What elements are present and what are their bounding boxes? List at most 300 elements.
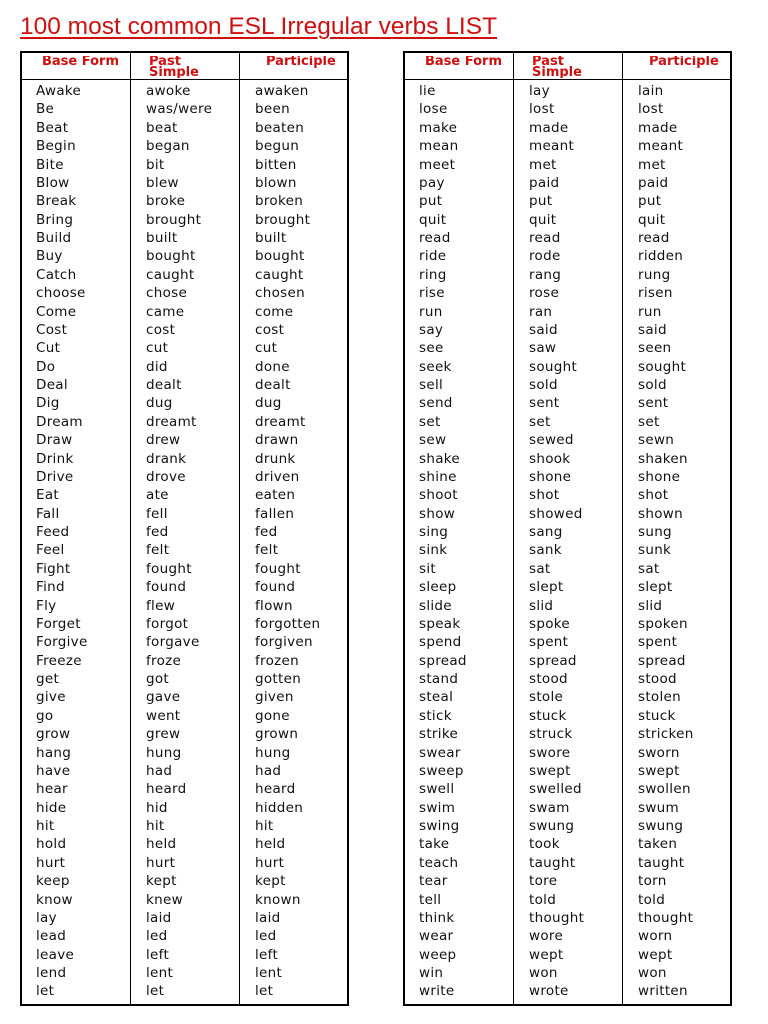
- base-form-cell: Fight: [36, 560, 71, 577]
- participle-cell: given: [255, 689, 294, 706]
- past-simple-cell: sat: [529, 560, 551, 577]
- past-simple-cell: sold: [529, 377, 558, 393]
- participle-cell: fallen: [255, 505, 295, 522]
- base-form-cell: lend: [36, 965, 67, 981]
- base-form-cell: mean: [419, 138, 459, 155]
- table-row: [405, 964, 730, 982]
- past-simple-cell: shook: [529, 450, 571, 467]
- participle-cell: swung: [638, 818, 684, 834]
- table-row: [405, 835, 730, 853]
- past-simple-cell: began: [146, 138, 190, 155]
- past-simple-cell: came: [146, 303, 185, 320]
- past-simple-cell: bought: [146, 248, 196, 265]
- past-simple-cell: told: [529, 891, 557, 908]
- past-simple-cell: taught: [529, 854, 576, 871]
- participle-cell: seen: [638, 340, 672, 357]
- base-form-cell: lie: [419, 83, 436, 99]
- table-row: [405, 211, 730, 229]
- past-simple-cell: fed: [146, 524, 169, 540]
- table-row: [22, 413, 347, 431]
- past-simple-cell: built: [146, 230, 178, 246]
- past-simple-cell: stole: [529, 689, 564, 706]
- participle-cell: brought: [255, 211, 311, 228]
- table-row: [22, 964, 347, 982]
- past-simple-cell: rode: [529, 248, 561, 265]
- base-form-cell: hide: [36, 799, 67, 816]
- participle-cell: torn: [638, 873, 667, 890]
- participle-cell: thought: [638, 909, 694, 926]
- past-simple-cell: went: [146, 707, 181, 724]
- base-form-cell: write: [419, 983, 455, 1000]
- table-row: [405, 174, 730, 192]
- base-form-cell: ring: [419, 266, 447, 283]
- past-simple-cell: won: [529, 965, 558, 981]
- participle-cell: shot: [638, 487, 669, 504]
- table-row: [22, 358, 347, 376]
- past-simple-cell: stood: [529, 671, 568, 687]
- past-simple-cell: felt: [146, 542, 170, 559]
- participle-cell: begun: [255, 138, 300, 155]
- table-row: [22, 817, 347, 835]
- table-row: [405, 652, 730, 670]
- participle-cell: quit: [638, 211, 666, 228]
- base-form-cell: sew: [419, 432, 447, 449]
- base-form-cell: wear: [419, 928, 454, 945]
- participle-cell: shaken: [638, 450, 688, 467]
- table-row: [22, 468, 347, 486]
- participle-cell: ridden: [638, 248, 684, 265]
- participle-cell: sent: [638, 395, 669, 412]
- base-form-cell: sell: [419, 377, 444, 393]
- participle-cell: made: [638, 119, 678, 136]
- participle-cell: awaken: [255, 83, 309, 99]
- past-simple-cell: sang: [529, 524, 563, 540]
- base-form-cell: Fly: [36, 597, 57, 614]
- participle-cell: met: [638, 156, 666, 173]
- participle-cell: written: [638, 983, 688, 1000]
- participle-cell: taught: [638, 854, 685, 871]
- participle-cell: paid: [638, 174, 669, 191]
- base-form-cell: sweep: [419, 762, 464, 779]
- base-form-cell: Freeze: [36, 652, 82, 669]
- participle-cell: swept: [638, 762, 680, 779]
- table-row: [405, 578, 730, 596]
- past-simple-cell: ran: [529, 303, 553, 320]
- table-row: [22, 670, 347, 688]
- participle-cell: bought: [255, 248, 305, 265]
- table-row: [405, 505, 730, 523]
- page-title: 100 most common ESL Irregular verbs LIST: [20, 13, 498, 40]
- participle-cell: done: [255, 358, 290, 375]
- participle-cell: set: [638, 413, 660, 430]
- table-row: [405, 707, 730, 725]
- table-row: [22, 339, 347, 357]
- participle-cell: frozen: [255, 652, 300, 669]
- base-form-cell: send: [419, 395, 453, 412]
- base-form-cell: pay: [419, 174, 445, 191]
- participle-cell: stolen: [638, 689, 681, 706]
- base-form-cell: Blow: [36, 174, 70, 191]
- past-simple-cell: got: [146, 671, 170, 687]
- participle-cell: found: [255, 579, 296, 596]
- participle-cell: put: [638, 193, 662, 210]
- participle-cell: forgotten: [255, 615, 321, 632]
- participle-cell: chosen: [255, 285, 305, 302]
- verb-table-right: [403, 51, 732, 1006]
- past-simple-cell: held: [146, 836, 177, 853]
- base-form-cell: Deal: [36, 377, 68, 393]
- past-simple-cell: paid: [529, 174, 560, 191]
- participle-cell: lent: [255, 965, 283, 981]
- table-row: [22, 174, 347, 192]
- table-row: [405, 413, 730, 431]
- header-participle: Participle: [649, 56, 719, 69]
- base-form-cell: Dream: [36, 413, 83, 430]
- table-row: [405, 725, 730, 743]
- past-simple-cell: slept: [529, 579, 564, 596]
- base-form-cell: Drink: [36, 450, 74, 467]
- past-simple-cell: swore: [529, 744, 571, 761]
- base-form-cell: rise: [419, 285, 445, 302]
- table-row: [405, 394, 730, 412]
- past-simple-cell: drew: [146, 432, 181, 449]
- past-simple-cell: swam: [529, 799, 570, 816]
- table-row: [22, 505, 347, 523]
- participle-cell: sunk: [638, 542, 672, 559]
- table-row: [22, 780, 347, 798]
- base-form-cell: quit: [419, 211, 447, 228]
- past-simple-cell: read: [529, 230, 561, 246]
- table-row: [22, 156, 347, 174]
- base-form-cell: Build: [36, 230, 72, 246]
- table-row: [405, 670, 730, 688]
- table-row: [405, 909, 730, 927]
- participle-cell: cost: [255, 321, 285, 338]
- base-form-cell: Cost: [36, 321, 68, 338]
- past-simple-cell: rose: [529, 285, 560, 302]
- table-row: [405, 762, 730, 780]
- past-simple-cell: hung: [146, 744, 182, 761]
- table-row: [22, 321, 347, 339]
- base-form-cell: spread: [419, 652, 467, 669]
- past-simple-cell: sewed: [529, 432, 574, 449]
- past-simple-cell: meant: [529, 138, 575, 155]
- base-form-cell: run: [419, 303, 443, 320]
- base-form-cell: put: [419, 193, 443, 210]
- participle-cell: let: [255, 983, 274, 1000]
- header-past-simple: Past Simple: [532, 56, 582, 78]
- past-simple-cell: flew: [146, 597, 176, 614]
- participle-cell: swum: [638, 799, 679, 816]
- table-row: [405, 303, 730, 321]
- base-form-cell: seek: [419, 358, 452, 375]
- participle-cell: driven: [255, 468, 300, 485]
- participle-cell: had: [255, 762, 282, 779]
- past-simple-cell: forgave: [146, 634, 200, 651]
- participle-cell: hit: [255, 818, 274, 834]
- base-form-cell: hang: [36, 744, 72, 761]
- table-body: [22, 82, 347, 1001]
- past-simple-cell: led: [146, 928, 168, 945]
- base-form-cell: choose: [36, 285, 86, 302]
- participle-cell: gotten: [255, 671, 302, 687]
- base-form-cell: sit: [419, 560, 436, 577]
- table-row: [22, 744, 347, 762]
- table-row: [405, 358, 730, 376]
- table-row: [405, 156, 730, 174]
- base-form-cell: Draw: [36, 432, 73, 449]
- base-form-cell: know: [36, 891, 73, 908]
- table-row: [22, 799, 347, 817]
- base-form-cell: Bite: [36, 156, 64, 173]
- past-simple-cell: wrote: [529, 983, 569, 1000]
- base-form-cell: Catch: [36, 266, 77, 283]
- table-row: [405, 780, 730, 798]
- base-form-cell: shake: [419, 450, 461, 467]
- table-row: [22, 597, 347, 615]
- table-row: [405, 597, 730, 615]
- participle-cell: left: [255, 946, 279, 963]
- table-row: [22, 247, 347, 265]
- participle-cell: read: [638, 230, 670, 246]
- past-simple-cell: gave: [146, 689, 181, 706]
- table-row: [22, 982, 347, 1000]
- past-simple-cell: sought: [529, 358, 578, 375]
- participle-cell: drawn: [255, 432, 299, 449]
- table-row: [22, 541, 347, 559]
- table-row: [405, 927, 730, 945]
- base-form-cell: Feel: [36, 542, 65, 559]
- table-row: [405, 872, 730, 890]
- table-row: [22, 615, 347, 633]
- past-simple-cell: fell: [146, 505, 168, 522]
- participle-cell: forgiven: [255, 634, 313, 651]
- past-simple-cell: froze: [146, 652, 182, 669]
- base-form-cell: swell: [419, 781, 455, 798]
- participle-cell: eaten: [255, 487, 296, 504]
- table-row: [405, 615, 730, 633]
- past-simple-cell: swung: [529, 818, 575, 834]
- base-form-cell: swim: [419, 799, 456, 816]
- past-simple-cell: had: [146, 762, 173, 779]
- table-row: [22, 303, 347, 321]
- header-divider: [22, 79, 347, 80]
- table-row: [405, 688, 730, 706]
- base-form-cell: spend: [419, 634, 462, 651]
- participle-cell: kept: [255, 873, 286, 890]
- base-form-cell: lay: [36, 909, 57, 926]
- base-form-cell: see: [419, 340, 444, 357]
- table-row: [22, 486, 347, 504]
- table-row: [22, 523, 347, 541]
- base-form-cell: sing: [419, 524, 449, 540]
- past-simple-cell: broke: [146, 193, 186, 210]
- participle-cell: sought: [638, 358, 687, 375]
- base-form-cell: win: [419, 965, 444, 981]
- past-simple-cell: set: [529, 413, 551, 430]
- past-simple-cell: drove: [146, 468, 186, 485]
- base-form-cell: say: [419, 321, 444, 338]
- table-row: [405, 486, 730, 504]
- base-form-cell: Find: [36, 579, 65, 596]
- header-base-form: Base Form: [42, 56, 120, 69]
- table-row: [22, 284, 347, 302]
- table-row: [405, 817, 730, 835]
- past-simple-cell: tore: [529, 873, 558, 890]
- past-simple-cell: dealt: [146, 377, 182, 393]
- table-row: [22, 119, 347, 137]
- participle-cell: stuck: [638, 707, 676, 724]
- past-simple-cell: swelled: [529, 781, 582, 798]
- table-row: [405, 82, 730, 100]
- base-form-cell: Eat: [36, 487, 59, 504]
- past-simple-cell: lay: [529, 83, 550, 99]
- base-form-cell: grow: [36, 726, 71, 743]
- base-form-cell: strike: [419, 726, 459, 743]
- participle-cell: flown: [255, 597, 293, 614]
- base-form-cell: speak: [419, 615, 461, 632]
- participle-cell: rung: [638, 266, 671, 283]
- participle-cell: shown: [638, 505, 683, 522]
- base-form-cell: ride: [419, 248, 447, 265]
- base-form-cell: Awake: [36, 83, 82, 99]
- base-form-cell: let: [36, 983, 55, 1000]
- table-row: [22, 100, 347, 118]
- past-simple-cell: was/were: [146, 101, 213, 118]
- base-form-cell: lose: [419, 101, 448, 118]
- table-row: [405, 891, 730, 909]
- participle-cell: laid: [255, 909, 281, 926]
- base-form-cell: shine: [419, 468, 457, 485]
- table-row: [405, 468, 730, 486]
- base-form-cell: read: [419, 230, 451, 246]
- participle-cell: cut: [255, 340, 278, 357]
- past-simple-cell: saw: [529, 340, 557, 357]
- table-row: [22, 578, 347, 596]
- past-simple-cell: quit: [529, 211, 557, 228]
- table-row: [22, 762, 347, 780]
- base-form-cell: Do: [36, 358, 56, 375]
- past-simple-cell: did: [146, 358, 168, 375]
- table-row: [405, 339, 730, 357]
- participle-cell: meant: [638, 138, 684, 155]
- base-form-cell: Fall: [36, 505, 60, 522]
- participle-cell: heard: [255, 781, 296, 798]
- participle-cell: sewn: [638, 432, 675, 449]
- past-simple-cell: struck: [529, 726, 573, 743]
- participle-cell: dreamt: [255, 413, 306, 430]
- participle-cell: held: [255, 836, 286, 853]
- participle-cell: fed: [255, 524, 278, 540]
- past-simple-cell: hit: [146, 818, 165, 834]
- past-simple-cell: forgot: [146, 615, 189, 632]
- base-form-cell: teach: [419, 854, 459, 871]
- base-form-cell: tell: [419, 891, 442, 908]
- base-form-cell: leave: [36, 946, 75, 963]
- table-row: [22, 835, 347, 853]
- table-row: [405, 854, 730, 872]
- table-row: [22, 688, 347, 706]
- participle-cell: swollen: [638, 781, 691, 798]
- past-simple-cell: spread: [529, 652, 577, 669]
- participle-cell: spoken: [638, 615, 688, 632]
- base-form-cell: Forgive: [36, 634, 88, 651]
- past-simple-cell: awoke: [146, 83, 191, 99]
- past-simple-cell: brought: [146, 211, 202, 228]
- table-row: [22, 211, 347, 229]
- participle-cell: hurt: [255, 854, 285, 871]
- table-row: [405, 192, 730, 210]
- past-simple-cell: beat: [146, 119, 178, 136]
- past-simple-cell: rang: [529, 266, 562, 283]
- participle-cell: dug: [255, 395, 282, 412]
- table-row: [405, 541, 730, 559]
- base-form-cell: hear: [36, 781, 68, 798]
- past-simple-cell: heard: [146, 781, 187, 798]
- base-form-cell: stick: [419, 707, 452, 724]
- participle-cell: sat: [638, 560, 660, 577]
- base-form-cell: have: [36, 762, 71, 779]
- header-divider: [405, 79, 730, 80]
- base-form-cell: lead: [36, 928, 67, 945]
- participle-cell: beaten: [255, 119, 305, 136]
- participle-cell: caught: [255, 266, 304, 283]
- base-form-cell: keep: [36, 873, 70, 890]
- table-row: [405, 229, 730, 247]
- participle-cell: hung: [255, 744, 291, 761]
- participle-cell: dealt: [255, 377, 291, 393]
- past-simple-cell: caught: [146, 266, 195, 283]
- base-form-cell: take: [419, 836, 450, 853]
- past-simple-cell: let: [146, 983, 165, 1000]
- past-simple-cell: said: [529, 321, 558, 338]
- participle-cell: wept: [638, 946, 673, 963]
- base-form-cell: show: [419, 505, 456, 522]
- past-simple-cell: spoke: [529, 615, 571, 632]
- past-simple-cell: blew: [146, 174, 179, 191]
- header-base-form: Base Form: [425, 56, 503, 69]
- table-row: [405, 946, 730, 964]
- base-form-cell: Come: [36, 303, 77, 320]
- participle-cell: been: [255, 101, 290, 118]
- past-simple-cell: put: [529, 193, 553, 210]
- base-form-cell: stand: [419, 671, 459, 687]
- past-simple-cell: dug: [146, 395, 173, 412]
- table-row: [22, 560, 347, 578]
- table-row: [405, 119, 730, 137]
- participle-cell: known: [255, 891, 301, 908]
- past-simple-cell: ate: [146, 487, 169, 504]
- participle-cell: bitten: [255, 156, 297, 173]
- base-form-cell: Begin: [36, 138, 76, 155]
- base-form-cell: give: [36, 689, 66, 706]
- participle-cell: lost: [638, 101, 664, 118]
- base-form-cell: Dig: [36, 395, 60, 412]
- table-row: [405, 799, 730, 817]
- table-row: [22, 376, 347, 394]
- past-simple-cell: stuck: [529, 707, 567, 724]
- table-body: [405, 82, 730, 1001]
- participle-cell: felt: [255, 542, 279, 559]
- participle-cell: stood: [638, 671, 677, 687]
- participle-cell: spread: [638, 652, 686, 669]
- header-participle: Participle: [266, 56, 336, 69]
- base-form-cell: set: [419, 413, 441, 430]
- table-row: [405, 376, 730, 394]
- past-simple-cell: swept: [529, 762, 571, 779]
- verb-table-left: [20, 51, 349, 1006]
- participle-cell: taken: [638, 836, 678, 853]
